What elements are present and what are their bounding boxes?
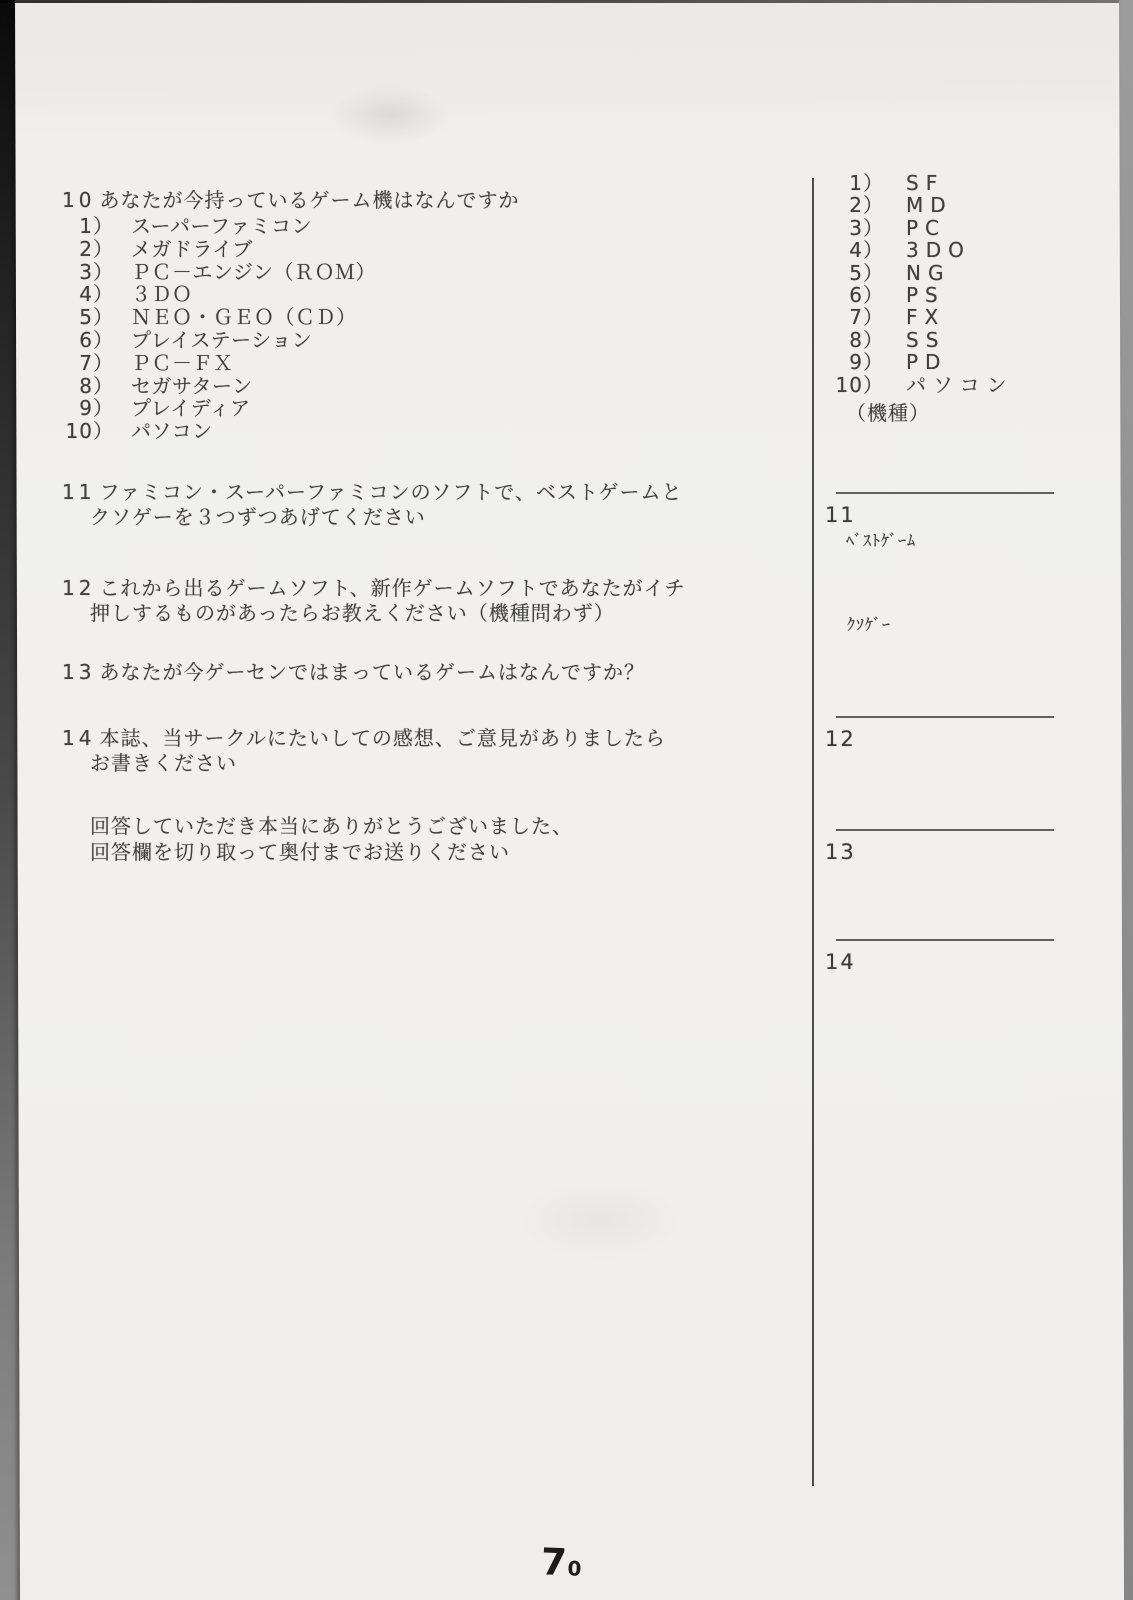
kuso-game-sublabel: ｸｿｹﾞｰ — [847, 615, 892, 634]
answer-option-row — [826, 306, 1014, 328]
answer-option-row — [826, 217, 1014, 239]
option-row — [64, 352, 376, 375]
answer-column-options — [826, 172, 1014, 396]
answer-column-rule — [812, 178, 814, 1486]
answer-option-number: 1） — [849, 171, 884, 195]
question-10-number: 10 — [62, 188, 96, 212]
question-12-line1 — [62, 576, 686, 601]
option-number: 10） — [65, 419, 114, 444]
answer-line-12 — [836, 716, 1054, 718]
question-14 — [62, 726, 666, 776]
answer-option-row — [826, 329, 1014, 351]
answer-option-row — [826, 194, 1014, 216]
option-label: パソコン — [131, 419, 213, 444]
page-number: 70 — [540, 1540, 583, 1585]
option-row — [64, 283, 376, 306]
question-11 — [62, 480, 682, 530]
question-10 — [62, 188, 519, 213]
question-12 — [62, 576, 686, 626]
question-11-line1 — [62, 480, 682, 505]
question-11-number: 11 — [62, 480, 96, 504]
answer-line-11 — [836, 492, 1054, 494]
answer-label-11: 11 — [825, 503, 856, 527]
answer-option-number: 8） — [849, 327, 884, 352]
answer-option-row — [826, 351, 1014, 373]
question-12-text: これから出るゲームソフト、新作ゲームソフトであなたがイチ — [99, 576, 686, 600]
answer-option-label: パソコン — [906, 372, 1014, 397]
answer-option-number: 9） — [849, 350, 884, 375]
answer-option-label: NG — [906, 260, 951, 285]
option-row — [64, 238, 376, 261]
question-14-text: 本誌、当サークルにたいしての感想、ご意見がありましたら — [99, 726, 666, 750]
closing-note — [90, 813, 573, 865]
answer-option-row — [826, 374, 1014, 396]
question-11-line2: クソゲーを３つずつあげてください — [90, 505, 426, 529]
question-14-line1 — [62, 726, 666, 751]
answer-option-row — [826, 262, 1014, 284]
answer-option-label: SS — [906, 327, 946, 352]
option-label: ＮＥＯ・ＧＥＯ（ＣＤ） — [131, 305, 357, 330]
answer-option-label: PS — [906, 283, 945, 308]
closing-note-line2: 回答欄を切り取って奥付までお送りください — [90, 840, 510, 864]
answer-option-number: 7） — [849, 305, 884, 330]
option-row — [64, 306, 376, 329]
option-label: セガサターン — [131, 373, 253, 398]
option-row — [64, 420, 376, 443]
answer-option-label: PD — [906, 350, 948, 375]
model-note: （機種） — [846, 401, 930, 425]
answer-label-14: 14 — [825, 950, 856, 974]
question-12-line2: 押しするものがあったらお教えください（機種問わず） — [90, 601, 615, 625]
option-number: 9） — [79, 396, 114, 421]
answer-line-13 — [836, 829, 1054, 831]
answer-label-12: 12 — [825, 727, 856, 751]
option-label: スーパーファミコン — [131, 214, 313, 238]
option-label: プレイディア — [131, 396, 251, 421]
question-14-number: 14 — [62, 726, 96, 750]
answer-option-label: PC — [906, 215, 947, 240]
best-game-sublabel: ﾍﾞｽﾄｹﾞｰﾑ — [846, 531, 917, 550]
answer-option-label: MD — [906, 193, 953, 218]
option-number: 8） — [79, 373, 114, 398]
answer-option-label: 3DO — [906, 238, 971, 263]
option-label: ３ＤＯ — [131, 282, 193, 307]
question-11-text: ファミコン・スーパーファミコンのソフトで、ベストゲームと — [99, 480, 683, 504]
question-13-number: 13 — [62, 660, 96, 684]
answer-option-row — [826, 172, 1014, 194]
option-row — [64, 375, 376, 398]
answer-option-number: 10） — [835, 372, 884, 397]
closing-note-line1: 回答していただき本当にありがとうございました、 — [90, 814, 573, 838]
option-number: 2） — [79, 236, 114, 261]
answer-option-number: 2） — [849, 193, 884, 218]
option-row — [64, 261, 376, 284]
option-row — [64, 397, 376, 420]
question-13 — [62, 660, 645, 685]
answer-option-row — [826, 239, 1014, 261]
option-label: ＰＣ－ＦＸ — [131, 350, 234, 375]
answer-option-row — [826, 284, 1014, 306]
option-number: 7） — [79, 350, 114, 375]
answer-option-label: FX — [906, 305, 946, 330]
answer-option-number: 6） — [849, 283, 884, 308]
option-number: 3） — [79, 259, 114, 284]
option-number: 1） — [79, 214, 114, 238]
question-14-line2: お書きください — [90, 751, 237, 775]
option-label: ＰＣ－エンジン（ＲＯＭ） — [131, 259, 376, 284]
question-10-text: あなたが今持っているゲーム機はなんですか — [99, 188, 520, 212]
option-number: 4） — [79, 282, 114, 307]
question-10-options — [64, 215, 376, 443]
option-row — [64, 329, 376, 352]
option-label: メガドライブ — [131, 236, 253, 261]
answer-line-14 — [836, 939, 1054, 941]
answer-label-13: 13 — [825, 840, 856, 864]
option-row — [64, 215, 376, 238]
option-number: 5） — [79, 305, 114, 330]
question-12-number: 12 — [62, 576, 96, 600]
answer-option-number: 4） — [849, 238, 884, 263]
answer-option-label: SF — [906, 171, 945, 195]
option-label: プレイステーション — [131, 327, 313, 352]
option-number: 6） — [79, 327, 114, 352]
answer-option-number: 3） — [849, 215, 884, 240]
question-13-text: あなたが今ゲーセンではまっているゲームはなんですか？ — [99, 660, 646, 684]
answer-option-number: 5） — [849, 260, 884, 285]
